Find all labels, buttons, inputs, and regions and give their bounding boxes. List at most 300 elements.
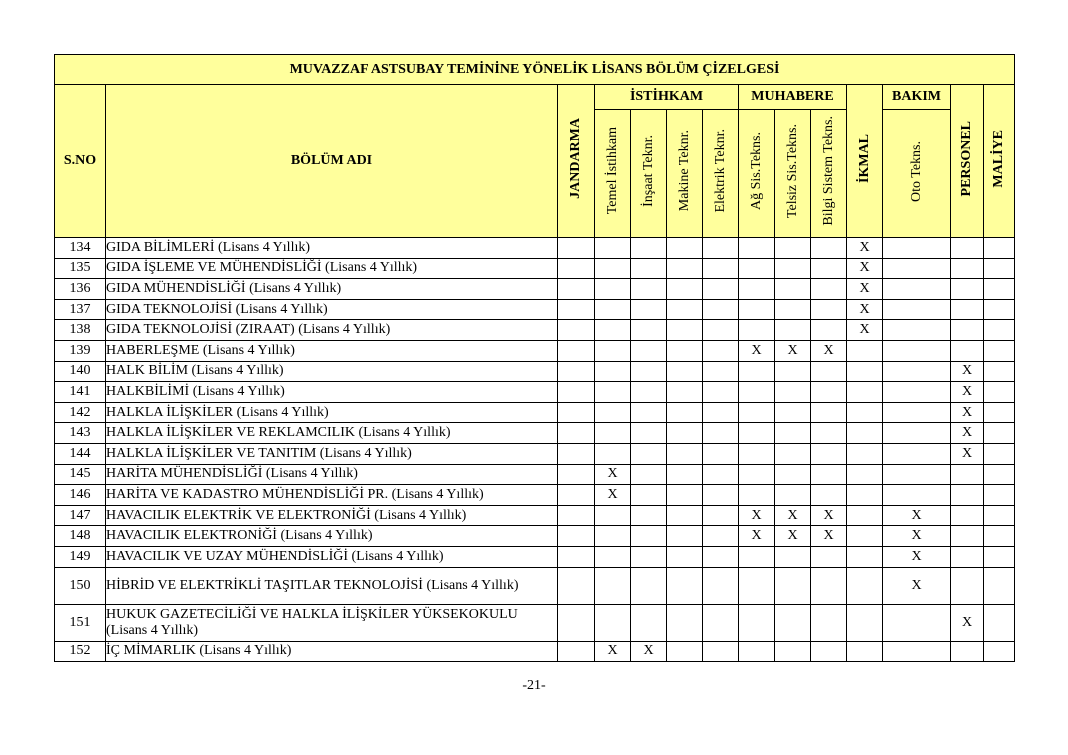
mark-cell xyxy=(811,238,847,259)
mark-cell xyxy=(775,238,811,259)
mark-cell xyxy=(811,567,847,604)
mark-cell xyxy=(847,340,883,361)
table-row xyxy=(55,505,1015,526)
mark-cell xyxy=(847,382,883,403)
mark-cell xyxy=(703,361,739,382)
mark-cell xyxy=(883,604,951,641)
mark-cell xyxy=(951,258,984,279)
table-row xyxy=(55,299,1015,320)
mark-cell xyxy=(984,299,1015,320)
mark-cell xyxy=(703,443,739,464)
mark-cell xyxy=(847,361,883,382)
mark-cell xyxy=(883,464,951,485)
mark-cell xyxy=(667,299,703,320)
mark-cell xyxy=(667,382,703,403)
mark-cell xyxy=(595,340,631,361)
department-name: HALKLA İLİŞKİLER VE REKLAMCILIK (Lisans 4 Yıllık) xyxy=(106,423,558,444)
row-number: 147 xyxy=(55,505,106,526)
mark-cell xyxy=(558,402,595,423)
table-row xyxy=(55,485,1015,506)
mark-cell xyxy=(631,485,667,506)
mark-cell xyxy=(883,299,951,320)
department-name: GIDA BİLİMLERİ (Lisans 4 Yıllık) xyxy=(106,238,558,259)
mark-cell xyxy=(847,402,883,423)
mark-cell xyxy=(883,279,951,300)
mark-cell xyxy=(703,238,739,259)
table-row xyxy=(55,526,1015,547)
row-number: 149 xyxy=(55,546,106,567)
table-row xyxy=(55,258,1015,279)
mark-cell xyxy=(847,423,883,444)
mark-cell xyxy=(811,320,847,341)
mark-cell xyxy=(739,361,775,382)
mark-cell xyxy=(631,238,667,259)
mark-cell xyxy=(883,361,951,382)
mark-cell xyxy=(558,485,595,506)
row-number: 145 xyxy=(55,464,106,485)
mark-cell xyxy=(667,641,703,662)
mark-cell xyxy=(667,361,703,382)
istihkam-group-header: İSTİHKAM xyxy=(595,85,739,110)
mark-cell xyxy=(558,320,595,341)
mark-cell xyxy=(667,485,703,506)
department-name: GIDA TEKNOLOJİSİ (Lisans 4 Yıllık) xyxy=(106,299,558,320)
mark-cell xyxy=(775,258,811,279)
mark-cell xyxy=(984,320,1015,341)
mark-cell xyxy=(703,604,739,641)
mark-cell xyxy=(739,299,775,320)
mark-cell xyxy=(703,299,739,320)
ikmal-header: İKMAL xyxy=(847,85,883,238)
mark-cell xyxy=(847,567,883,604)
table-row xyxy=(55,641,1015,662)
row-number: 135 xyxy=(55,258,106,279)
personel-header: PERSONEL xyxy=(951,85,984,238)
table-body xyxy=(55,238,1015,662)
row-number: 139 xyxy=(55,340,106,361)
mark-cell xyxy=(703,423,739,444)
mark-cell xyxy=(631,402,667,423)
mark-cell xyxy=(883,443,951,464)
row-number: 134 xyxy=(55,238,106,259)
mark-cell xyxy=(595,299,631,320)
mark-cell xyxy=(595,402,631,423)
mark-cell xyxy=(595,526,631,547)
mark-cell xyxy=(775,641,811,662)
mark-cell xyxy=(739,604,775,641)
mark-cell xyxy=(951,464,984,485)
sno-header: S.NO xyxy=(55,85,106,238)
mark-cell xyxy=(984,526,1015,547)
department-table xyxy=(54,54,1015,662)
mark-cell: X xyxy=(847,320,883,341)
muhabere-group-header: MUHABERE xyxy=(739,85,847,110)
mark-cell xyxy=(667,320,703,341)
mark-cell xyxy=(775,567,811,604)
table-row xyxy=(55,382,1015,403)
mark-cell xyxy=(775,443,811,464)
mark-cell xyxy=(883,485,951,506)
mark-cell xyxy=(984,258,1015,279)
mark-cell xyxy=(667,546,703,567)
mark-cell xyxy=(595,505,631,526)
mark-cell xyxy=(667,526,703,547)
mark-cell xyxy=(847,505,883,526)
table-row xyxy=(55,604,1015,641)
mark-cell: X xyxy=(739,526,775,547)
mark-cell xyxy=(558,279,595,300)
mark-cell xyxy=(883,340,951,361)
department-name: HALKLA İLİŞKİLER (Lisans 4 Yıllık) xyxy=(106,402,558,423)
mark-cell xyxy=(811,604,847,641)
row-number: 138 xyxy=(55,320,106,341)
sub-header-oto: Oto Tekns. xyxy=(883,110,951,238)
mark-cell xyxy=(951,567,984,604)
sub-header-elektrik: Elektrik Teknr. xyxy=(703,110,739,238)
mark-cell: X xyxy=(951,604,984,641)
mark-cell xyxy=(703,464,739,485)
mark-cell: X xyxy=(847,258,883,279)
table-row xyxy=(55,423,1015,444)
mark-cell: X xyxy=(951,361,984,382)
mark-cell xyxy=(739,320,775,341)
mark-cell xyxy=(775,361,811,382)
department-name: HUKUK GAZETECİLİĞİ VE HALKLA İLİŞKİLER YÜKSEKOKULU (Lisans 4 Yıllık) xyxy=(106,604,558,641)
mark-cell xyxy=(775,382,811,403)
mark-cell xyxy=(631,361,667,382)
mark-cell xyxy=(811,402,847,423)
department-name: GIDA İŞLEME VE MÜHENDİSLİĞİ (Lisans 4 Yıllık) xyxy=(106,258,558,279)
row-number: 141 xyxy=(55,382,106,403)
mark-cell xyxy=(775,299,811,320)
mark-cell xyxy=(775,320,811,341)
department-name: HİBRİD VE ELEKTRİKLİ TAŞITLAR TEKNOLOJİSİ (Lisans 4 Yıllık) xyxy=(106,567,558,604)
mark-cell: X xyxy=(775,526,811,547)
mark-cell xyxy=(984,340,1015,361)
mark-cell xyxy=(667,238,703,259)
mark-cell xyxy=(951,279,984,300)
mark-cell xyxy=(984,505,1015,526)
table-row xyxy=(55,546,1015,567)
mark-cell xyxy=(984,485,1015,506)
table-row xyxy=(55,361,1015,382)
mark-cell: X xyxy=(951,402,984,423)
mark-cell: X xyxy=(739,340,775,361)
mark-cell xyxy=(847,464,883,485)
mark-cell xyxy=(847,443,883,464)
mark-cell xyxy=(558,604,595,641)
table-row xyxy=(55,279,1015,300)
mark-cell xyxy=(703,485,739,506)
jandarma-header: JANDARMA xyxy=(558,85,595,238)
mark-cell xyxy=(984,464,1015,485)
mark-cell xyxy=(811,258,847,279)
mark-cell xyxy=(739,258,775,279)
department-name: HALKBİLİMİ (Lisans 4 Yıllık) xyxy=(106,382,558,403)
mark-cell xyxy=(703,505,739,526)
mark-cell xyxy=(775,604,811,641)
mark-cell xyxy=(739,423,775,444)
mark-cell xyxy=(558,505,595,526)
mark-cell xyxy=(847,485,883,506)
mark-cell xyxy=(739,546,775,567)
mark-cell xyxy=(811,361,847,382)
table-title: MUVAZZAF ASTSUBAY TEMİNİNE YÖNELİK LİSANS BÖLÜM ÇİZELGESİ xyxy=(55,55,1015,85)
mark-cell xyxy=(883,258,951,279)
mark-cell xyxy=(667,279,703,300)
mark-cell xyxy=(558,526,595,547)
mark-cell xyxy=(631,443,667,464)
mark-cell: X xyxy=(883,567,951,604)
mark-cell xyxy=(775,464,811,485)
department-name: HALKLA İLİŞKİLER VE TANITIM (Lisans 4 Yıllık) xyxy=(106,443,558,464)
mark-cell xyxy=(811,382,847,403)
mark-cell xyxy=(883,320,951,341)
mark-cell xyxy=(951,340,984,361)
mark-cell: X xyxy=(811,505,847,526)
department-name: HAVACILIK ELEKTRİK VE ELEKTRONİĞİ (Lisans 4 Yıllık) xyxy=(106,505,558,526)
mark-cell xyxy=(883,238,951,259)
mark-cell xyxy=(951,320,984,341)
mark-cell xyxy=(667,340,703,361)
mark-cell xyxy=(775,402,811,423)
mark-cell xyxy=(847,546,883,567)
mark-cell: X xyxy=(847,238,883,259)
mark-cell xyxy=(631,546,667,567)
mark-cell xyxy=(739,641,775,662)
mark-cell xyxy=(595,238,631,259)
department-name: İÇ MİMARLIK (Lisans 4 Yıllık) xyxy=(106,641,558,662)
table-row xyxy=(55,464,1015,485)
mark-cell xyxy=(558,382,595,403)
mark-cell xyxy=(984,279,1015,300)
mark-cell xyxy=(631,604,667,641)
mark-cell xyxy=(703,340,739,361)
mark-cell xyxy=(595,604,631,641)
mark-cell xyxy=(811,279,847,300)
mark-cell: X xyxy=(883,505,951,526)
row-number: 136 xyxy=(55,279,106,300)
mark-cell xyxy=(811,546,847,567)
mark-cell xyxy=(883,423,951,444)
mark-cell xyxy=(667,258,703,279)
mark-cell xyxy=(558,443,595,464)
mark-cell: X xyxy=(775,340,811,361)
table-row xyxy=(55,567,1015,604)
mark-cell xyxy=(558,567,595,604)
department-name: HARİTA VE KADASTRO MÜHENDİSLİĞİ PR. (Lisans 4 Yıllık) xyxy=(106,485,558,506)
mark-cell xyxy=(811,299,847,320)
mark-cell xyxy=(811,464,847,485)
mark-cell xyxy=(739,382,775,403)
mark-cell xyxy=(811,423,847,444)
mark-cell xyxy=(811,443,847,464)
mark-cell xyxy=(631,299,667,320)
mark-cell xyxy=(847,641,883,662)
mark-cell: X xyxy=(883,526,951,547)
mark-cell xyxy=(739,279,775,300)
sub-header-makine: Makine Teknr. xyxy=(667,110,703,238)
mark-cell xyxy=(703,279,739,300)
mark-cell xyxy=(951,526,984,547)
mark-cell xyxy=(703,546,739,567)
mark-cell xyxy=(951,641,984,662)
mark-cell xyxy=(951,546,984,567)
mark-cell xyxy=(595,382,631,403)
mark-cell xyxy=(558,258,595,279)
mark-cell xyxy=(951,238,984,259)
mark-cell xyxy=(703,382,739,403)
mark-cell xyxy=(631,258,667,279)
row-number: 146 xyxy=(55,485,106,506)
mark-cell xyxy=(883,382,951,403)
mark-cell xyxy=(703,567,739,604)
mark-cell xyxy=(595,546,631,567)
mark-cell xyxy=(631,320,667,341)
mark-cell xyxy=(775,485,811,506)
sub-header-temel-istihkam: Temel İstihkam xyxy=(595,110,631,238)
mark-cell xyxy=(631,423,667,444)
mark-cell xyxy=(984,402,1015,423)
mark-cell xyxy=(631,567,667,604)
mark-cell xyxy=(595,567,631,604)
mark-cell xyxy=(739,443,775,464)
mark-cell xyxy=(667,443,703,464)
mark-cell xyxy=(558,546,595,567)
department-name: GIDA TEKNOLOJİSİ (ZIRAAT) (Lisans 4 Yıllık) xyxy=(106,320,558,341)
mark-cell: X xyxy=(847,299,883,320)
mark-cell: X xyxy=(811,340,847,361)
mark-cell: X xyxy=(595,641,631,662)
mark-cell xyxy=(558,238,595,259)
department-name: HALK BİLİM (Lisans 4 Yıllık) xyxy=(106,361,558,382)
row-number: 137 xyxy=(55,299,106,320)
mark-cell xyxy=(739,464,775,485)
mark-cell xyxy=(775,423,811,444)
mark-cell xyxy=(667,604,703,641)
mark-cell xyxy=(984,641,1015,662)
mark-cell xyxy=(951,299,984,320)
row-number: 144 xyxy=(55,443,106,464)
table-row xyxy=(55,320,1015,341)
mark-cell: X xyxy=(847,279,883,300)
mark-cell xyxy=(984,443,1015,464)
mark-cell xyxy=(984,238,1015,259)
mark-cell xyxy=(984,361,1015,382)
mark-cell: X xyxy=(595,464,631,485)
row-number: 148 xyxy=(55,526,106,547)
mark-cell xyxy=(595,361,631,382)
mark-cell xyxy=(811,641,847,662)
mark-cell: X xyxy=(883,546,951,567)
mark-cell xyxy=(667,402,703,423)
table-row xyxy=(55,402,1015,423)
table-row xyxy=(55,238,1015,259)
mark-cell: X xyxy=(631,641,667,662)
mark-cell xyxy=(984,546,1015,567)
mark-cell xyxy=(775,279,811,300)
sub-header-ag-sis: Ağ Sis.Tekns. xyxy=(739,110,775,238)
mark-cell xyxy=(595,279,631,300)
mark-cell: X xyxy=(595,485,631,506)
mark-cell xyxy=(883,402,951,423)
mark-cell xyxy=(667,464,703,485)
table-row xyxy=(55,443,1015,464)
bakim-group-header: BAKIM xyxy=(883,85,951,110)
mark-cell xyxy=(667,423,703,444)
mark-cell xyxy=(558,423,595,444)
mark-cell xyxy=(811,485,847,506)
mark-cell xyxy=(703,258,739,279)
mark-cell xyxy=(595,423,631,444)
mark-cell xyxy=(595,320,631,341)
mark-cell xyxy=(558,361,595,382)
department-name: HABERLEŞME (Lisans 4 Yıllık) xyxy=(106,340,558,361)
mark-cell xyxy=(984,567,1015,604)
mark-cell xyxy=(739,485,775,506)
mark-cell xyxy=(595,443,631,464)
mark-cell xyxy=(847,604,883,641)
mark-cell xyxy=(631,382,667,403)
mark-cell xyxy=(739,567,775,604)
sub-header-insaat: İnşaat Teknr. xyxy=(631,110,667,238)
department-name: HARİTA MÜHENDİSLİĞİ (Lisans 4 Yıllık) xyxy=(106,464,558,485)
mark-cell xyxy=(631,279,667,300)
mark-cell xyxy=(984,382,1015,403)
mark-cell: X xyxy=(811,526,847,547)
mark-cell xyxy=(631,526,667,547)
department-name: HAVACILIK ELEKTRONİĞİ (Lisans 4 Yıllık) xyxy=(106,526,558,547)
mark-cell: X xyxy=(951,443,984,464)
row-number: 152 xyxy=(55,641,106,662)
mark-cell xyxy=(667,505,703,526)
mark-cell xyxy=(558,641,595,662)
mark-cell xyxy=(847,526,883,547)
mark-cell xyxy=(775,546,811,567)
mark-cell: X xyxy=(739,505,775,526)
mark-cell xyxy=(739,402,775,423)
page-number: -21- xyxy=(522,678,546,693)
mark-cell xyxy=(595,258,631,279)
maliye-header: MALİYE xyxy=(984,85,1015,238)
mark-cell xyxy=(951,485,984,506)
mark-cell xyxy=(951,505,984,526)
mark-cell xyxy=(739,238,775,259)
sub-header-telsiz-sis: Telsiz Sis.Tekns. xyxy=(775,110,811,238)
mark-cell xyxy=(984,423,1015,444)
mark-cell xyxy=(703,320,739,341)
mark-cell xyxy=(631,505,667,526)
row-number: 143 xyxy=(55,423,106,444)
row-number: 150 xyxy=(55,567,106,604)
department-name: HAVACILIK VE UZAY MÜHENDİSLİĞİ (Lisans 4 Yıllık) xyxy=(106,546,558,567)
mark-cell xyxy=(631,464,667,485)
table-row xyxy=(55,340,1015,361)
mark-cell xyxy=(703,641,739,662)
sub-header-bilgi-sistem: Bilgi Sistem Tekns. xyxy=(811,110,847,238)
mark-cell xyxy=(558,299,595,320)
mark-cell xyxy=(631,340,667,361)
mark-cell xyxy=(558,464,595,485)
mark-cell: X xyxy=(775,505,811,526)
mark-cell xyxy=(984,604,1015,641)
mark-cell xyxy=(703,402,739,423)
row-number: 140 xyxy=(55,361,106,382)
mark-cell xyxy=(558,340,595,361)
mark-cell xyxy=(883,641,951,662)
mark-cell xyxy=(667,567,703,604)
mark-cell: X xyxy=(951,423,984,444)
